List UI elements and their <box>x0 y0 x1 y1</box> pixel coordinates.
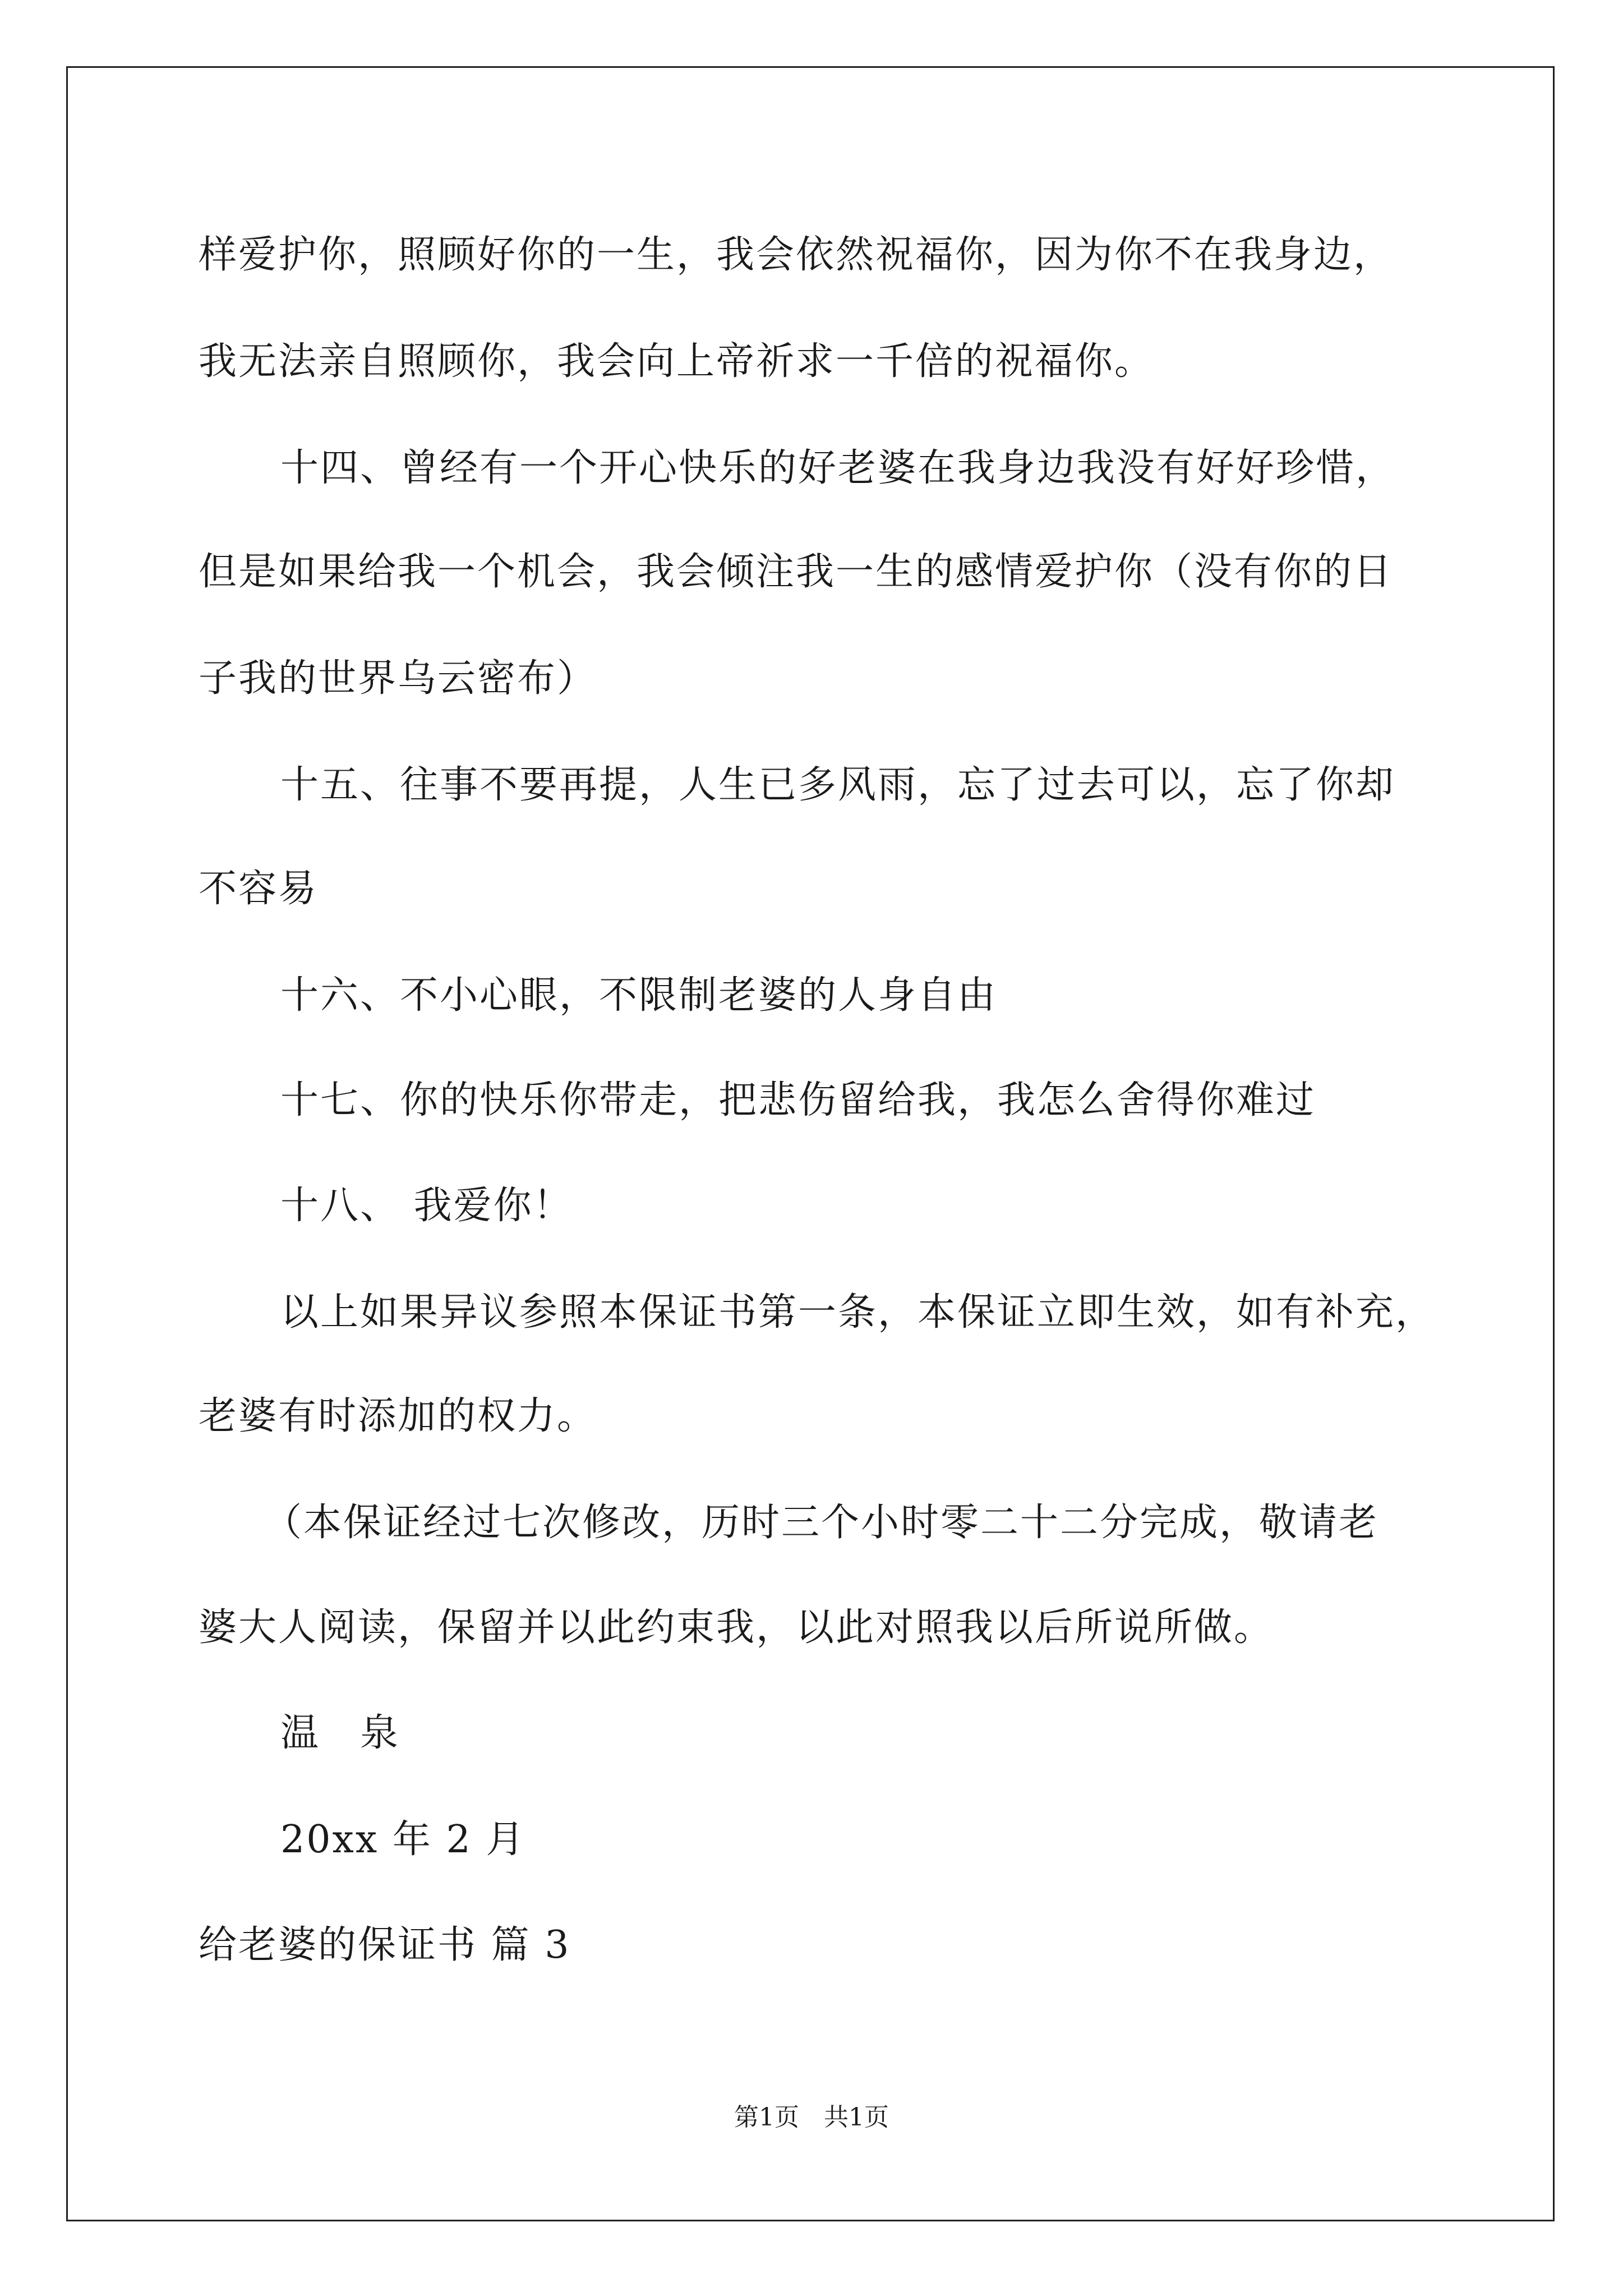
text-line-2: 我无法亲自照顾你，我会向上帝祈求一千倍的祝福你。 <box>199 339 1155 384</box>
section-heading: 给老婆的保证书 篇 3 <box>199 1923 571 1967</box>
text-line-7: 不容易 <box>199 867 319 911</box>
text-line-5: 子我的世界乌云密布） <box>199 656 597 701</box>
text-line-13: （本保证经过七次修改，历时三个小时零二十二分完成，敬请老 <box>264 1501 1379 1545</box>
text-line-14: 婆大人阅读，保留并以此约束我，以此对照我以后所说所做。 <box>199 1605 1274 1650</box>
text-line-12: 老婆有时添加的权力。 <box>199 1394 597 1438</box>
page-number-footer: 第1页 共1页 <box>734 2103 889 2132</box>
text-line-10: 十八、 我爱你！ <box>280 1184 573 1228</box>
text-line-6: 十五、往事不要再提，人生已多风雨，忘了过去可以，忘了你却 <box>280 763 1396 807</box>
text-line-11: 以上如果异议参照本保证书第一条，本保证立即生效，如有补充， <box>280 1290 1436 1335</box>
text-line-4: 但是如果给我一个机会，我会倾注我一生的感情爱护你（没有你的日 <box>199 550 1394 594</box>
signature-name: 温 泉 <box>280 1711 400 1755</box>
signature-date: 20xx 年 2 月 <box>280 1818 526 1862</box>
text-line-3: 十四、曾经有一个开心快乐的好老婆在我身边我没有好好珍惜， <box>280 446 1396 490</box>
text-line-8: 十六、不小心眼，不限制老婆的人身自由 <box>280 973 998 1018</box>
text-line-9: 十七、你的快乐你带走，把悲伤留给我，我怎么舍得你难过 <box>280 1078 1316 1122</box>
text-line-1: 样爱护你，照顾好你的一生，我会依然祝福你，因为你不在我身边， <box>199 233 1394 277</box>
